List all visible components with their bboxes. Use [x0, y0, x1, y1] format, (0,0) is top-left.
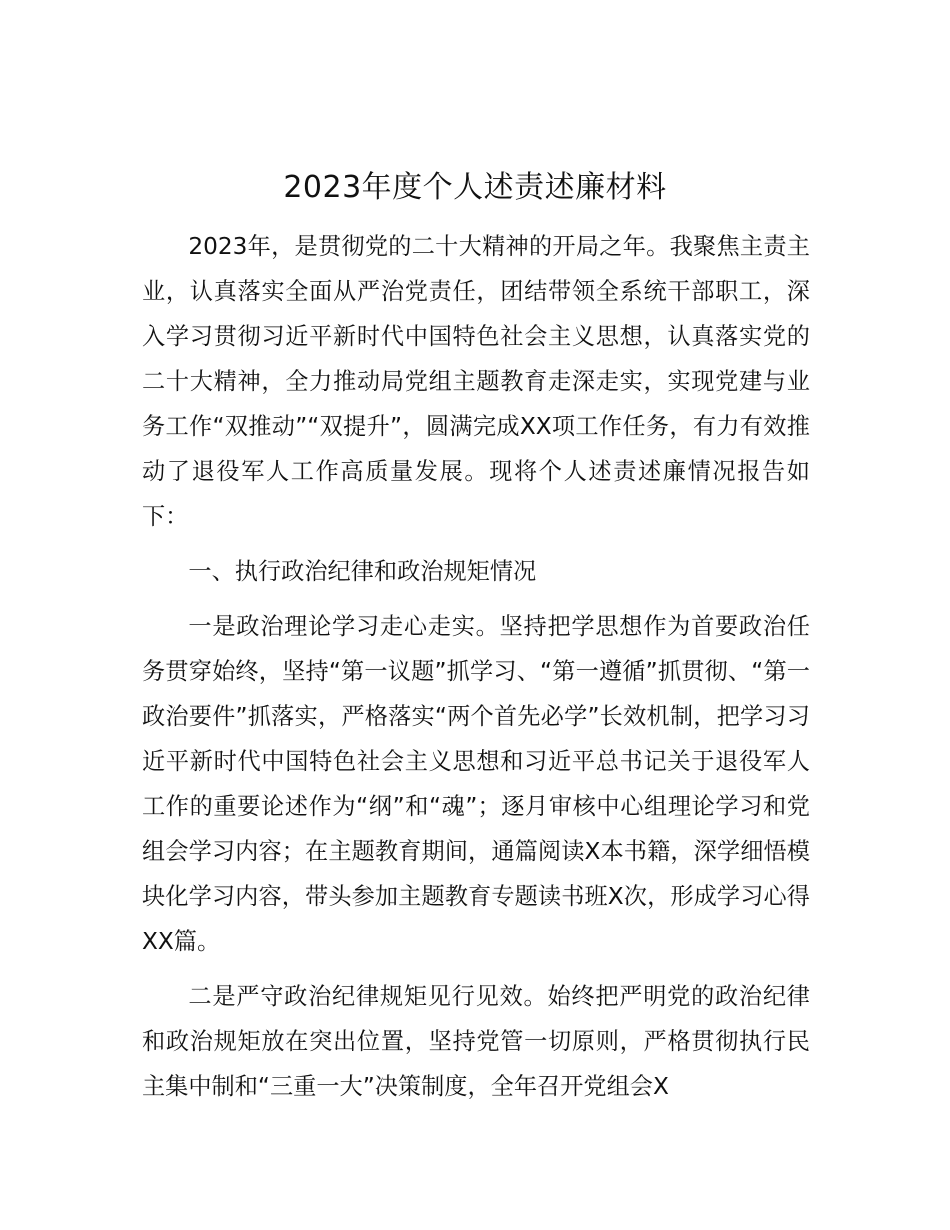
intro-paragraph: 2023年，是贯彻党的二十大精神的开局之年。我聚焦主责主业，认真落实全面从严治党责任，团结带领全系统干部职工，深入学习贯彻习近平新时代中国特色社会主义思想，认真落实党的二十大精神，全力推动局党组主题教育走深走实，实现党建与业务工作“双推动”“双提升”，圆满完成XX项工作任务，有力有效推动了退役军人工作高质量发展。现将个人述责述廉情况报告如下： — [142, 233, 810, 530]
paragraph-political-study: 一是政治理论学习走心走实。坚持把学思想作为首要政治任务贯穿始终，坚持“第一议题”抓学习、“第一遵循”抓贯彻、“第一政治要件”抓落实，严格落实“两个首先必学”长效机制，把学习习近平新时代中国特色社会主义思想和习近平总书记关于退役军人工作的重要论述作为“纲”和“魂”；逐月审核中心组理论学习和党组会学习内容；在主题教育期间，通篇阅读X本书籍，深学细悟模块化学习内容，带头参加主题教育专题读书班X次，形成学习心得XX篇。 — [142, 613, 810, 955]
paragraph-political-discipline: 二是严守政治纪律规矩见行见效。始终把严明党的政治纪律和政治规矩放在突出位置，坚持党管一切原则，严格贯彻执行民主集中制和“三重一大”决策制度，全年召开党组会X — [142, 983, 810, 1100]
document-body — [142, 224, 810, 1109]
section-heading: 一、执行政治纪律和政治规矩情况 — [188, 558, 537, 585]
document-title: 2023年度个人述责述廉材料 — [283, 170, 667, 205]
